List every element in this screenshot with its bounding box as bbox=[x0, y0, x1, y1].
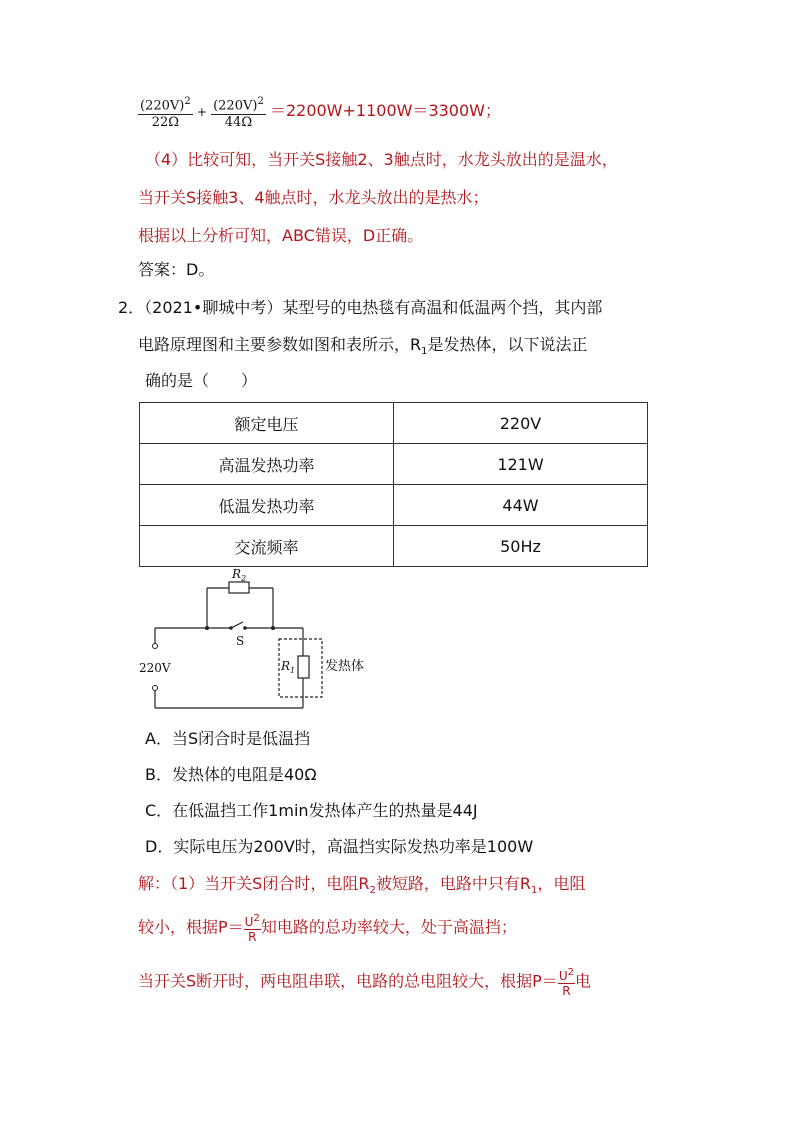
table-row bbox=[140, 526, 648, 567]
table-cell-label: 额定电压 bbox=[140, 403, 394, 444]
svg-text:R2: $R_2$ bbox=[232, 567, 247, 583]
table-cell-value: 44W bbox=[394, 485, 648, 526]
option-a: A．当S闭合时是低温挡 bbox=[145, 729, 311, 748]
option-b: B．发热体的电阻是40Ω bbox=[145, 765, 317, 784]
r1-label: R bbox=[281, 659, 291, 673]
power-formula bbox=[138, 94, 501, 131]
question-2-line-1: 2．（2021•聊城中考）某型号的电热毯有高温和低温两个挡，其内部 bbox=[118, 298, 603, 317]
parameter-table bbox=[139, 402, 648, 567]
heater-label: 发热体 bbox=[325, 659, 365, 674]
table-row bbox=[140, 403, 648, 444]
fraction-1: $\frac{(220V)^2}{22\Omega}$ bbox=[140, 96, 191, 131]
resistor-r2 bbox=[229, 582, 249, 593]
option-c: C．在低温挡工作1min发热体产生的热量是44J bbox=[145, 801, 478, 820]
switch-s bbox=[231, 622, 243, 628]
table-row bbox=[140, 444, 648, 485]
solution-line-1: 解：（1）当开关S闭合时，电阻$R_2$被短路，电路中只有$R_1$，电阻 bbox=[138, 874, 586, 897]
table-cell-label: 交流频率 bbox=[140, 526, 394, 567]
table-cell-label: 高温发热功率 bbox=[140, 444, 394, 485]
answer-line: 答案：D。 bbox=[138, 260, 215, 279]
circuit-diagram bbox=[135, 566, 375, 716]
question-2-line-2: 电路原理图和主要参数如图和表所示，$R_1$是发热体，以下说法正 bbox=[138, 335, 588, 358]
table-row bbox=[140, 485, 648, 526]
table-cell-value: 220V bbox=[394, 403, 648, 444]
svg-text:R1: $R_1$ bbox=[281, 659, 296, 675]
power-fraction: $\frac{U^2}{R}$ bbox=[244, 913, 260, 944]
table-cell-value: 121W bbox=[394, 444, 648, 485]
analysis-line-4a: （4）比较可知，当开关S接触2、3触点时，水龙头放出的是温水， bbox=[145, 150, 618, 169]
analysis-conclusion: 根据以上分析可知，ABC错误，D正确。 bbox=[138, 226, 424, 245]
formula-result: ＝2200W+1100W＝3300W； bbox=[269, 101, 501, 121]
plus-sign: + bbox=[196, 105, 207, 120]
analysis-line-4b: 当开关S接触3、4触点时，水龙头放出的是热水； bbox=[138, 188, 489, 207]
question-2-line-3: 确的是（ ） bbox=[145, 371, 258, 390]
voltage-label: 220V bbox=[139, 661, 171, 675]
table-cell-label: 低温发热功率 bbox=[140, 485, 394, 526]
table-cell-value: 50Hz bbox=[394, 526, 648, 567]
power-fraction: $\frac{U^2}{R}$ bbox=[558, 967, 574, 998]
resistor-r1 bbox=[298, 656, 309, 678]
r2-label: R bbox=[232, 567, 242, 581]
fraction-2: $\frac{(220V)^2}{44\Omega}$ bbox=[213, 96, 264, 131]
solution-line-3: 当开关S断开时，两电阻串联，电路的总电阻较大，根据P＝ $\frac{U^2}{R}$ 电 bbox=[138, 967, 591, 998]
solution-line-2: 较小，根据P＝ $\frac{U^2}{R}$ 知电路的总功率较大，处于高温挡； bbox=[138, 913, 517, 944]
option-d: D．实际电压为200V时，高温挡实际发热功率是100W bbox=[145, 837, 534, 856]
switch-label: S bbox=[236, 634, 245, 648]
